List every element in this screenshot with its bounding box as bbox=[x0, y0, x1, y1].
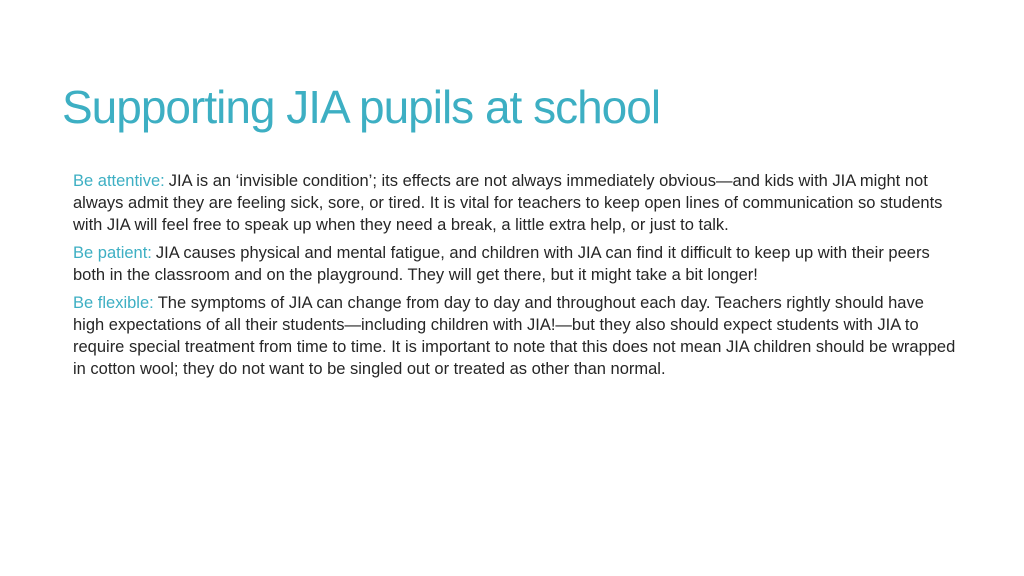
paragraph-be-attentive bbox=[73, 170, 958, 236]
paragraph-be-flexible bbox=[73, 292, 958, 380]
paragraph-text: The symptoms of JIA can change from day to day and throughout each day. Teachers rightly should have high expectations of all their students—including children with JIA!—but they also should expect students with JIA to require special treatment from time to time. It is important to note that this does not mean JIA children should be wrapped in cotton wool; they do not want to be singled out or treated as other than normal. bbox=[73, 294, 956, 378]
paragraph-lead: Be flexible: bbox=[73, 294, 154, 312]
slide-title: Supporting JIA pupils at school bbox=[62, 81, 661, 133]
paragraph-lead: Be attentive: bbox=[73, 172, 165, 190]
paragraph-be-patient bbox=[73, 242, 958, 286]
slide-body bbox=[73, 170, 958, 386]
paragraph-lead: Be patient: bbox=[73, 244, 152, 262]
paragraph-text: JIA causes physical and mental fatigue, and children with JIA can find it difficult to keep up with their peers both in the classroom and on the playground. They will get there, but it might take a bit longer! bbox=[73, 244, 930, 284]
paragraph-text: JIA is an ‘invisible condition’; its effects are not always immediately obvious—and kids with JIA might not always admit they are feeling sick, sore, or tired. It is vital for teachers to keep open lines of communication so students with JIA will feel free to speak up when they need a break, a little extra help, or just to talk. bbox=[73, 172, 943, 234]
